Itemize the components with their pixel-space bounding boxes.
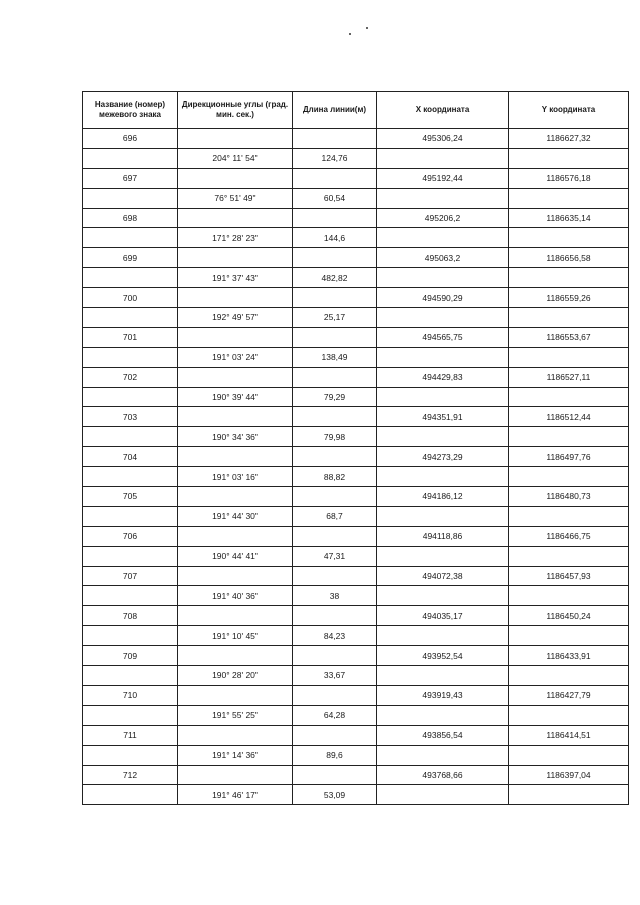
marker-name-cell bbox=[83, 626, 178, 646]
direction-angle-cell: 191° 03' 24" bbox=[178, 347, 293, 367]
line-length-cell bbox=[293, 487, 377, 507]
table-row bbox=[83, 487, 629, 507]
x-coordinate-cell bbox=[377, 268, 509, 288]
line-length-cell: 47,31 bbox=[293, 546, 377, 566]
table-row bbox=[83, 546, 629, 566]
table-row bbox=[83, 626, 629, 646]
y-coordinate-cell: 1186414,51 bbox=[509, 725, 629, 745]
table-row bbox=[83, 327, 629, 347]
direction-angle-cell: 204° 11' 54" bbox=[178, 148, 293, 168]
marker-name-cell: 696 bbox=[83, 129, 178, 149]
marker-name-cell bbox=[83, 387, 178, 407]
line-length-cell bbox=[293, 288, 377, 308]
direction-angle-cell bbox=[178, 168, 293, 188]
table-row bbox=[83, 447, 629, 467]
line-length-cell: 79,98 bbox=[293, 427, 377, 447]
y-coordinate-cell: 1186627,32 bbox=[509, 129, 629, 149]
x-coordinate-cell bbox=[377, 467, 509, 487]
x-coordinate-cell: 494565,75 bbox=[377, 327, 509, 347]
line-length-cell: 138,49 bbox=[293, 347, 377, 367]
y-coordinate-cell: 1186450,24 bbox=[509, 606, 629, 626]
y-coordinate-cell: 1186457,93 bbox=[509, 566, 629, 586]
header-x-coordinate: X координата bbox=[377, 92, 509, 129]
direction-angle-cell bbox=[178, 447, 293, 467]
header-line-length: Длина линии(м) bbox=[293, 92, 377, 129]
y-coordinate-cell: 1186480,73 bbox=[509, 487, 629, 507]
direction-angle-cell bbox=[178, 606, 293, 626]
y-coordinate-cell bbox=[509, 228, 629, 248]
marker-name-cell bbox=[83, 705, 178, 725]
marker-name-cell: 702 bbox=[83, 367, 178, 387]
header-row bbox=[83, 92, 629, 129]
y-coordinate-cell bbox=[509, 148, 629, 168]
line-length-cell bbox=[293, 327, 377, 347]
table-row bbox=[83, 288, 629, 308]
line-length-cell bbox=[293, 367, 377, 387]
line-length-cell bbox=[293, 526, 377, 546]
x-coordinate-cell bbox=[377, 666, 509, 686]
y-coordinate-cell: 1186553,67 bbox=[509, 327, 629, 347]
x-coordinate-cell bbox=[377, 586, 509, 606]
marker-name-cell: 710 bbox=[83, 685, 178, 705]
marker-name-cell bbox=[83, 228, 178, 248]
marker-name-cell: 698 bbox=[83, 208, 178, 228]
direction-angle-cell bbox=[178, 208, 293, 228]
table-row bbox=[83, 646, 629, 666]
y-coordinate-cell bbox=[509, 666, 629, 686]
header-marker-name: Название (номер) межевого знака bbox=[83, 92, 178, 129]
header-direction-angle: Дирекционные углы (град. мин. сек.) bbox=[178, 92, 293, 129]
direction-angle-cell bbox=[178, 367, 293, 387]
x-coordinate-cell bbox=[377, 188, 509, 208]
x-coordinate-cell bbox=[377, 626, 509, 646]
y-coordinate-cell bbox=[509, 188, 629, 208]
y-coordinate-cell: 1186497,76 bbox=[509, 447, 629, 467]
line-length-cell: 60,54 bbox=[293, 188, 377, 208]
line-length-cell bbox=[293, 765, 377, 785]
marker-name-cell bbox=[83, 347, 178, 367]
marker-name-cell bbox=[83, 467, 178, 487]
marker-name-cell bbox=[83, 785, 178, 805]
x-coordinate-cell: 493919,43 bbox=[377, 685, 509, 705]
x-coordinate-cell: 494590,29 bbox=[377, 288, 509, 308]
y-coordinate-cell: 1186427,79 bbox=[509, 685, 629, 705]
marker-name-cell: 711 bbox=[83, 725, 178, 745]
direction-angle-cell: 191° 55' 25" bbox=[178, 705, 293, 725]
direction-angle-cell: 191° 40' 36" bbox=[178, 586, 293, 606]
table-row bbox=[83, 367, 629, 387]
x-coordinate-cell: 494072,38 bbox=[377, 566, 509, 586]
line-length-cell: 84,23 bbox=[293, 626, 377, 646]
direction-angle-cell: 191° 44' 30" bbox=[178, 506, 293, 526]
boundary-coordinates-table bbox=[82, 91, 629, 805]
x-coordinate-cell: 495306,24 bbox=[377, 129, 509, 149]
y-coordinate-cell bbox=[509, 705, 629, 725]
marker-name-cell: 705 bbox=[83, 487, 178, 507]
table-row bbox=[83, 725, 629, 745]
direction-angle-cell bbox=[178, 288, 293, 308]
y-coordinate-cell: 1186466,75 bbox=[509, 526, 629, 546]
marker-name-cell: 712 bbox=[83, 765, 178, 785]
table-row bbox=[83, 427, 629, 447]
x-coordinate-cell: 494273,29 bbox=[377, 447, 509, 467]
table-row bbox=[83, 248, 629, 268]
table-row bbox=[83, 785, 629, 805]
x-coordinate-cell: 493856,54 bbox=[377, 725, 509, 745]
table-body bbox=[83, 129, 629, 805]
y-coordinate-cell bbox=[509, 308, 629, 328]
line-length-cell: 88,82 bbox=[293, 467, 377, 487]
y-coordinate-cell: 1186559,26 bbox=[509, 288, 629, 308]
direction-angle-cell bbox=[178, 129, 293, 149]
x-coordinate-cell bbox=[377, 228, 509, 248]
direction-angle-cell bbox=[178, 725, 293, 745]
line-length-cell: 79,29 bbox=[293, 387, 377, 407]
direction-angle-cell: 190° 28' 20" bbox=[178, 666, 293, 686]
x-coordinate-cell bbox=[377, 785, 509, 805]
table-row bbox=[83, 129, 629, 149]
direction-angle-cell: 191° 14' 36" bbox=[178, 745, 293, 765]
y-coordinate-cell: 1186635,14 bbox=[509, 208, 629, 228]
marker-name-cell bbox=[83, 308, 178, 328]
direction-angle-cell bbox=[178, 526, 293, 546]
direction-angle-cell: 192° 49' 57" bbox=[178, 308, 293, 328]
y-coordinate-cell bbox=[509, 745, 629, 765]
direction-angle-cell bbox=[178, 685, 293, 705]
x-coordinate-cell bbox=[377, 546, 509, 566]
x-coordinate-cell: 493768,66 bbox=[377, 765, 509, 785]
header-y-coordinate: Y координата bbox=[509, 92, 629, 129]
x-coordinate-cell bbox=[377, 387, 509, 407]
x-coordinate-cell: 494429,83 bbox=[377, 367, 509, 387]
table-row bbox=[83, 467, 629, 487]
marker-name-cell: 700 bbox=[83, 288, 178, 308]
x-coordinate-cell bbox=[377, 745, 509, 765]
x-coordinate-cell: 494351,91 bbox=[377, 407, 509, 427]
x-coordinate-cell: 494118,86 bbox=[377, 526, 509, 546]
table-row bbox=[83, 685, 629, 705]
y-coordinate-cell: 1186397,04 bbox=[509, 765, 629, 785]
marker-name-cell: 709 bbox=[83, 646, 178, 666]
direction-angle-cell: 191° 03' 16" bbox=[178, 467, 293, 487]
marker-name-cell bbox=[83, 148, 178, 168]
line-length-cell: 64,28 bbox=[293, 705, 377, 725]
line-length-cell: 38 bbox=[293, 586, 377, 606]
x-coordinate-cell bbox=[377, 308, 509, 328]
direction-angle-cell bbox=[178, 248, 293, 268]
line-length-cell bbox=[293, 208, 377, 228]
table-row bbox=[83, 586, 629, 606]
marker-name-cell: 707 bbox=[83, 566, 178, 586]
direction-angle-cell: 171° 28' 23" bbox=[178, 228, 293, 248]
x-coordinate-cell: 494035,17 bbox=[377, 606, 509, 626]
direction-angle-cell bbox=[178, 487, 293, 507]
table-row bbox=[83, 526, 629, 546]
table-row bbox=[83, 168, 629, 188]
table-row bbox=[83, 208, 629, 228]
direction-angle-cell bbox=[178, 566, 293, 586]
line-length-cell bbox=[293, 566, 377, 586]
y-coordinate-cell bbox=[509, 427, 629, 447]
marker-name-cell: 704 bbox=[83, 447, 178, 467]
line-length-cell: 124,76 bbox=[293, 148, 377, 168]
table-row bbox=[83, 745, 629, 765]
marker-name-cell: 706 bbox=[83, 526, 178, 546]
x-coordinate-cell bbox=[377, 347, 509, 367]
marker-name-cell bbox=[83, 188, 178, 208]
y-coordinate-cell bbox=[509, 586, 629, 606]
line-length-cell: 89,6 bbox=[293, 745, 377, 765]
line-length-cell bbox=[293, 168, 377, 188]
line-length-cell bbox=[293, 646, 377, 666]
direction-angle-cell: 190° 34' 36" bbox=[178, 427, 293, 447]
line-length-cell: 482,82 bbox=[293, 268, 377, 288]
line-length-cell: 33,67 bbox=[293, 666, 377, 686]
marker-name-cell: 697 bbox=[83, 168, 178, 188]
x-coordinate-cell: 493952,54 bbox=[377, 646, 509, 666]
marker-name-cell bbox=[83, 506, 178, 526]
table-row bbox=[83, 347, 629, 367]
direction-angle-cell: 191° 46' 17" bbox=[178, 785, 293, 805]
y-coordinate-cell bbox=[509, 506, 629, 526]
table-row bbox=[83, 506, 629, 526]
table-header bbox=[83, 92, 629, 129]
direction-angle-cell bbox=[178, 765, 293, 785]
y-coordinate-cell bbox=[509, 785, 629, 805]
marker-name-cell: 701 bbox=[83, 327, 178, 347]
table-row bbox=[83, 407, 629, 427]
direction-angle-cell bbox=[178, 646, 293, 666]
x-coordinate-cell bbox=[377, 427, 509, 447]
direction-angle-cell bbox=[178, 407, 293, 427]
x-coordinate-cell: 495206,2 bbox=[377, 208, 509, 228]
y-coordinate-cell: 1186512,44 bbox=[509, 407, 629, 427]
table-row bbox=[83, 148, 629, 168]
table-row bbox=[83, 268, 629, 288]
direction-angle-cell: 190° 39' 44" bbox=[178, 387, 293, 407]
line-length-cell: 68,7 bbox=[293, 506, 377, 526]
marker-name-cell bbox=[83, 745, 178, 765]
line-length-cell bbox=[293, 248, 377, 268]
y-coordinate-cell bbox=[509, 467, 629, 487]
y-coordinate-cell bbox=[509, 268, 629, 288]
x-coordinate-cell: 494186,12 bbox=[377, 487, 509, 507]
line-length-cell bbox=[293, 129, 377, 149]
table-row bbox=[83, 308, 629, 328]
marker-name-cell bbox=[83, 586, 178, 606]
x-coordinate-cell bbox=[377, 506, 509, 526]
direction-angle-cell bbox=[178, 327, 293, 347]
marker-name-cell bbox=[83, 546, 178, 566]
table-row bbox=[83, 188, 629, 208]
line-length-cell bbox=[293, 407, 377, 427]
table-row bbox=[83, 606, 629, 626]
line-length-cell: 144,6 bbox=[293, 228, 377, 248]
line-length-cell: 25,17 bbox=[293, 308, 377, 328]
marker-name-cell bbox=[83, 666, 178, 686]
direction-angle-cell: 190° 44' 41" bbox=[178, 546, 293, 566]
line-length-cell: 53,09 bbox=[293, 785, 377, 805]
y-coordinate-cell: 1186656,58 bbox=[509, 248, 629, 268]
x-coordinate-cell: 495192,44 bbox=[377, 168, 509, 188]
line-length-cell bbox=[293, 606, 377, 626]
table-row bbox=[83, 228, 629, 248]
y-coordinate-cell bbox=[509, 347, 629, 367]
marker-name-cell: 699 bbox=[83, 248, 178, 268]
y-coordinate-cell: 1186527,11 bbox=[509, 367, 629, 387]
x-coordinate-cell bbox=[377, 148, 509, 168]
direction-angle-cell: 191° 10' 45" bbox=[178, 626, 293, 646]
x-coordinate-cell: 495063,2 bbox=[377, 248, 509, 268]
x-coordinate-cell bbox=[377, 705, 509, 725]
table-row bbox=[83, 666, 629, 686]
direction-angle-cell: 191° 37' 43" bbox=[178, 268, 293, 288]
table-row bbox=[83, 387, 629, 407]
marker-name-cell: 703 bbox=[83, 407, 178, 427]
y-coordinate-cell: 1186576,18 bbox=[509, 168, 629, 188]
marker-name-cell bbox=[83, 268, 178, 288]
line-length-cell bbox=[293, 725, 377, 745]
direction-angle-cell: 76° 51' 49" bbox=[178, 188, 293, 208]
line-length-cell bbox=[293, 685, 377, 705]
marker-name-cell: 708 bbox=[83, 606, 178, 626]
y-coordinate-cell bbox=[509, 626, 629, 646]
table-row bbox=[83, 566, 629, 586]
y-coordinate-cell bbox=[509, 546, 629, 566]
table-row bbox=[83, 705, 629, 725]
marker-name-cell bbox=[83, 427, 178, 447]
line-length-cell bbox=[293, 447, 377, 467]
table-row bbox=[83, 765, 629, 785]
y-coordinate-cell bbox=[509, 387, 629, 407]
y-coordinate-cell: 1186433,91 bbox=[509, 646, 629, 666]
